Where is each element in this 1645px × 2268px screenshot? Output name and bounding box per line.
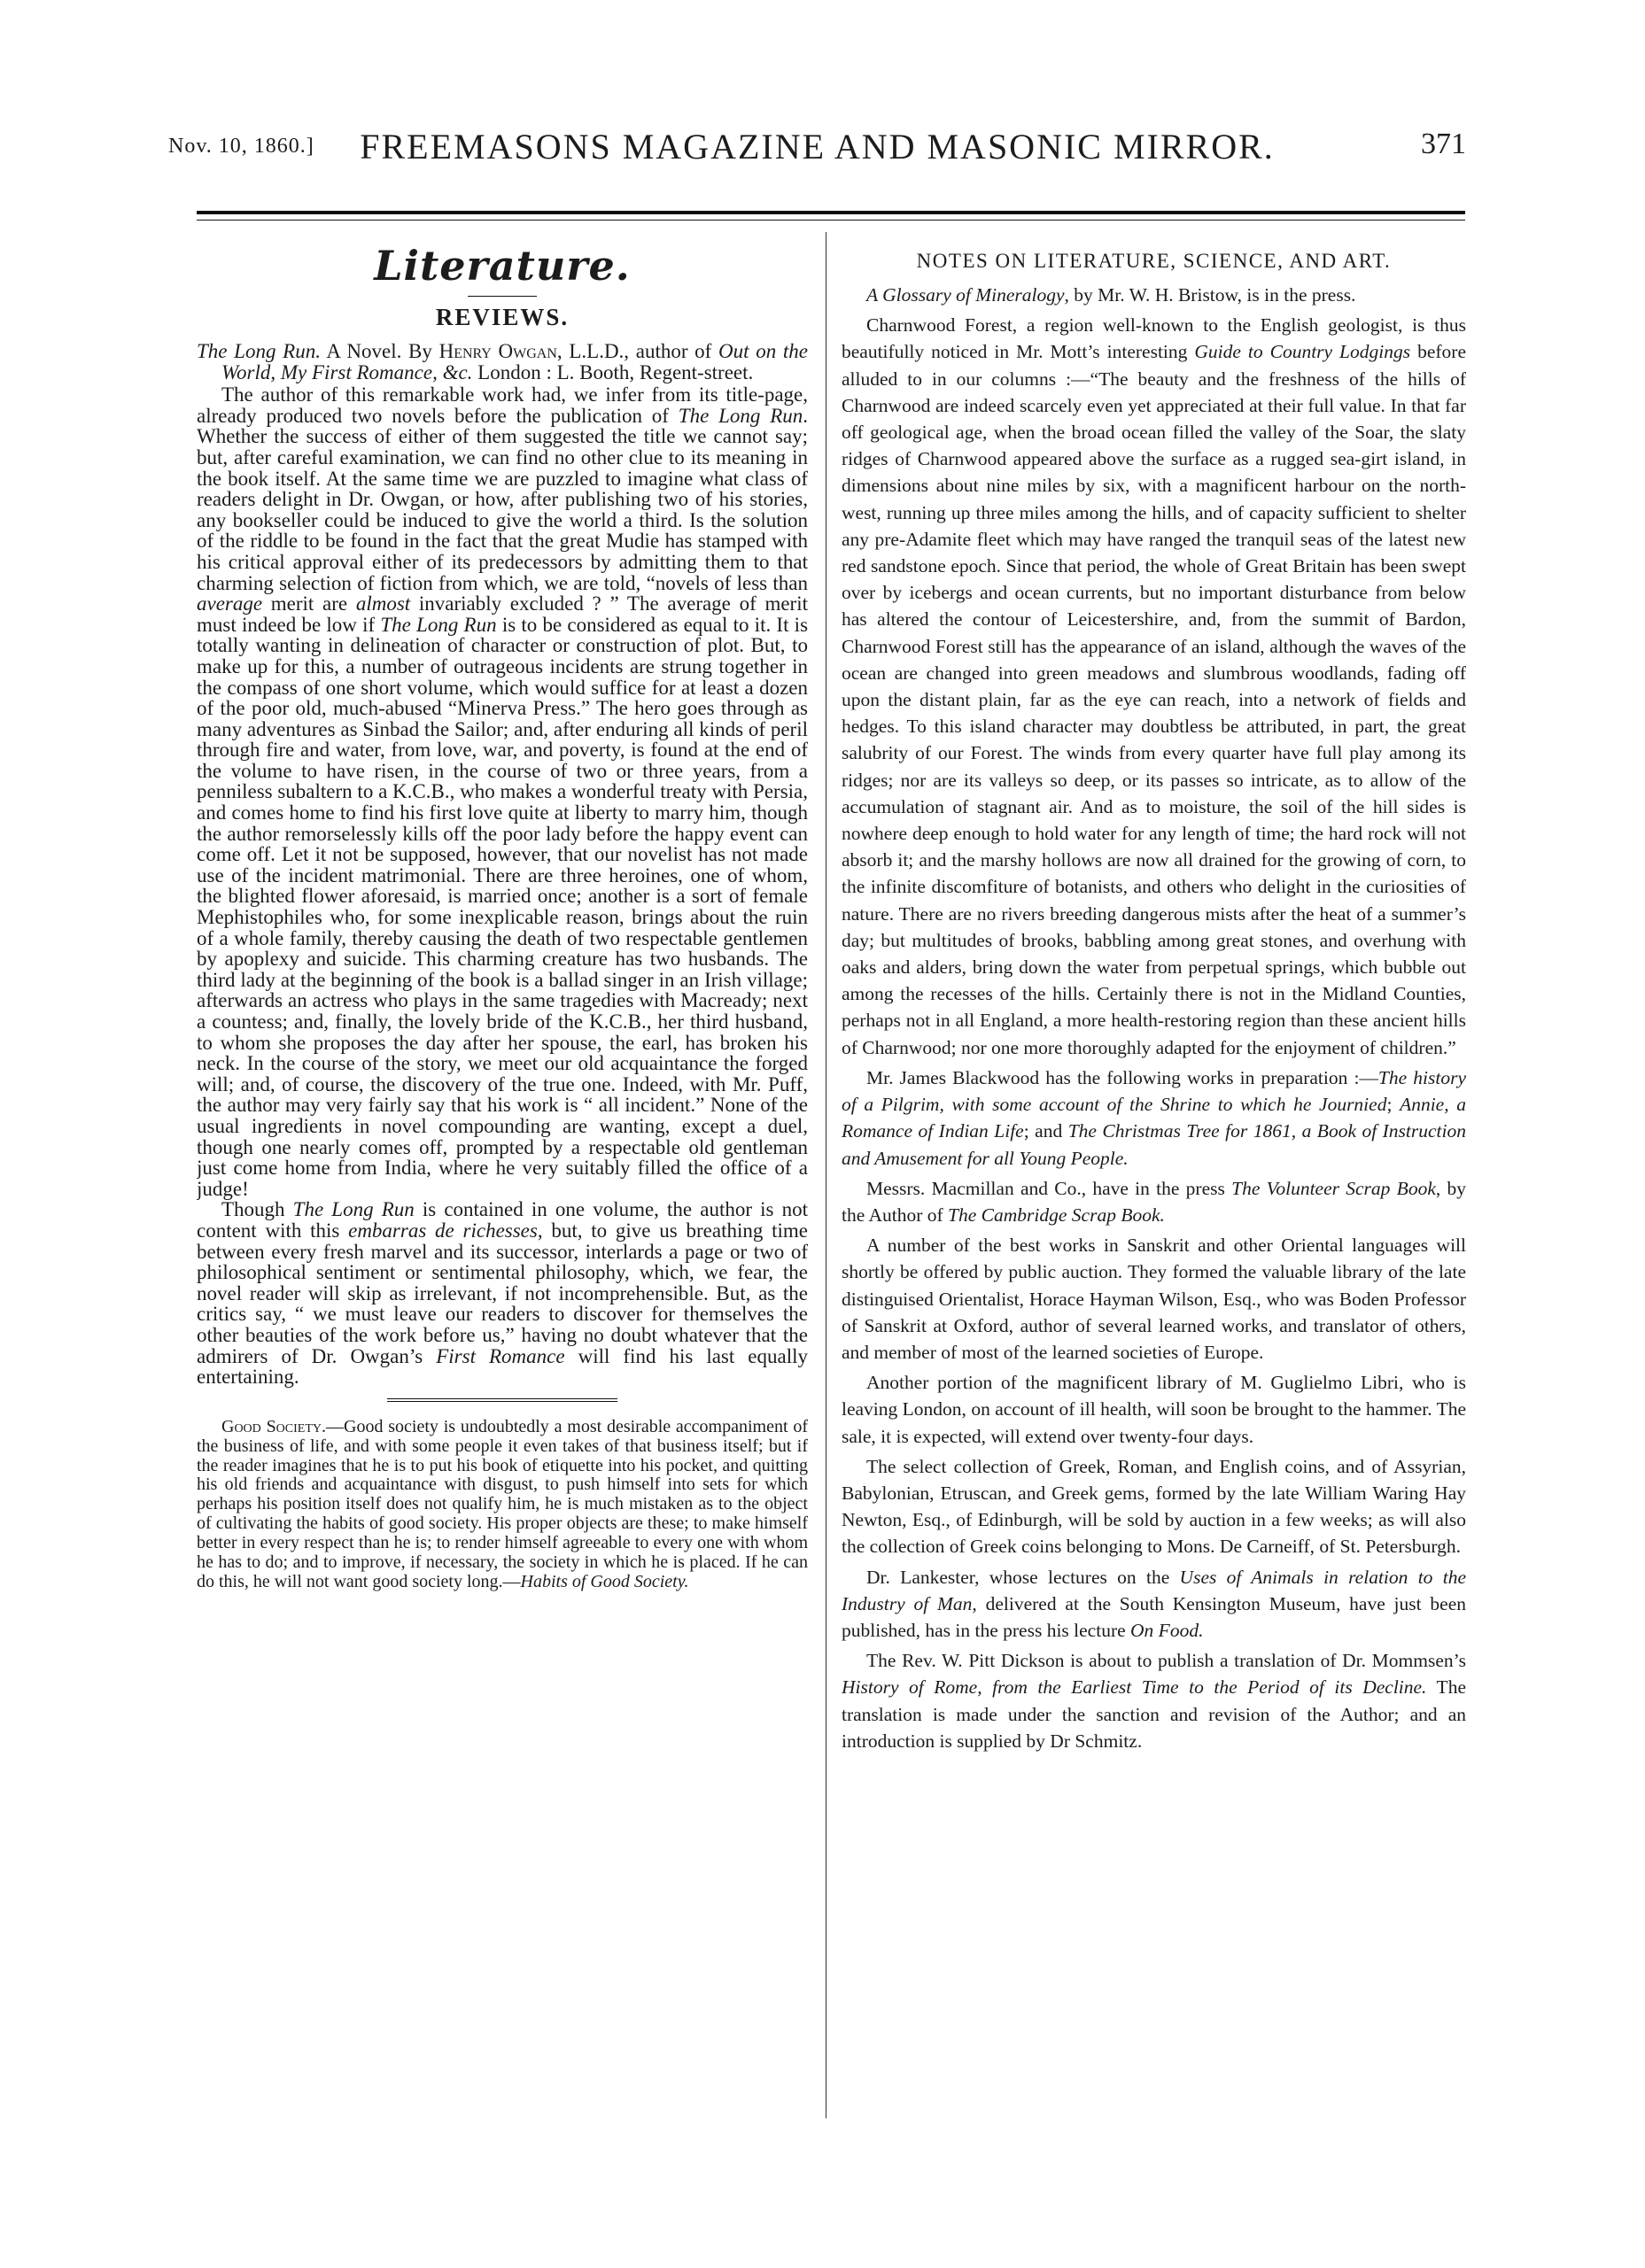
review-text: will find his last equally entertaining. — [197, 1344, 808, 1389]
note-libri: Another portion of the magnificent library of M. Guglielmo Libri, who is leaving London, on account of ill health, will soon be brought to the hammer. The sale, it is expected, will extend over twenty-four days. — [842, 1372, 1466, 1447]
note-title: The Christmas Tree for 1861, a Book of Instruction and Amusement for all Young People. — [842, 1120, 1466, 1169]
book-entry — [197, 341, 808, 383]
left-column — [197, 239, 808, 2125]
note-text: , by the Author of — [842, 1177, 1466, 1226]
note-text: Mr. James Blackwood has the following works in preparation :— — [866, 1066, 1378, 1088]
review-italic: average — [197, 592, 263, 615]
issue-date: Nov. 10, 1860.] — [168, 135, 314, 158]
review-text: , but, to give us breathing time between every fresh marvel and its successor, interlards a page or two of philosophical sentiment or sentimental philosophy, which, we fear, the novel reader will skip as irrelevant, if not incomprehensible. But, as the critics say, “ we must leave our readers to discover for themselves the other beauties of the work before us,” having no doubt whatever that the admirers of Dr. Owgan’s — [197, 1219, 808, 1367]
note-text: , by Mr. W. H. Bristow, is in the press. — [1064, 284, 1356, 306]
review-italic: embarras de richesses — [348, 1219, 538, 1242]
book-publisher: London : L. Booth, Regent-street. — [472, 360, 754, 383]
book-other-works: Out on the World, My First Romance, &c. — [221, 340, 808, 383]
review-text: merit are — [262, 592, 356, 615]
note-glossary — [842, 282, 1466, 308]
good-society-paragraph — [197, 1418, 808, 1592]
note-coins: The select collection of Greek, Roman, and English coins, and of Assyrian, Babylonian, Etruscan, and Greek gems, formed by the late William Waring Hay Newton, Esq., of Edinburgh, will be sold by auction in a few weeks; as will also the collection of Greek coins belonging to Mons. De Carneiff, of St. Petersburgh. — [842, 1455, 1466, 1558]
note-title: The Volunteer Scrap Book — [1231, 1177, 1436, 1199]
review-italic: almost — [355, 592, 411, 615]
book-author: Henry Owgan — [438, 340, 557, 362]
note-title: The Cambridge Scrap Book. — [948, 1204, 1165, 1226]
article-separator-rule — [387, 1398, 617, 1402]
good-society-body: —Good society is undoubtedly a most desirable accompaniment of the business of life, and with some people it even takes of that business itself; but if the reader imagines that he is to put his book of etiquette into his pocket, and quitting his old friends and acquaintance with disgust, to push himself into sets for which perhaps his position itself does not qualify him, he is much mistaken as to the object of cultivating the habits of good society. His proper objects are these; to make himself better in every respect than he is; to render himself agreeable to every one with whom he has to do; and to improve, if necessary, the society in which he is placed. If he can do this, he will not want good society long.— — [197, 1416, 808, 1591]
section-title-rule — [468, 296, 537, 297]
page-number: 371 — [1421, 128, 1466, 160]
note-title: History of Rome, from the Earliest Time to the Period of its Decline. — [842, 1676, 1427, 1699]
review-paragraph — [197, 384, 808, 1199]
note-title: Guide to Country Lodgings — [1194, 341, 1411, 363]
review-text: The author of this remarkable work had, we infer from its title-page, already produced two novels before the publication of — [197, 383, 808, 427]
note-sanskrit: A number of the best works in Sanskrit and other Oriental languages will shortly be offered by public auction. They formed the valuable library of the late distinguised Orientalist, Horace Hayman Wilson, Esq., who was Boden Professor of Sanskrit at Oxford, author of several learned works, and translator of others, and member of most of the learned societies of Europe. — [842, 1235, 1466, 1363]
note-title: On Food. — [1130, 1619, 1204, 1641]
book-kind: A Novel. By — [320, 340, 439, 362]
review-text: invariably excluded ? ” The average of merit must indeed be low if — [197, 592, 808, 636]
review-text: Though — [221, 1198, 293, 1221]
note-dickson — [842, 1647, 1466, 1754]
book-degree: , L.L.D., author of — [556, 340, 719, 362]
masthead — [168, 122, 1466, 175]
review-italic: The Long Run — [380, 613, 497, 636]
note-text: ; — [1386, 1094, 1401, 1116]
review-italic: The Long Run — [292, 1198, 415, 1221]
review-text: . Whether the success of either of them suggested the title we cannot say; but, after careful examination, we can find no other clue to its meaning in the book itself. At the same time we are puzzled to imagine what class of readers delight in Dr. Owgan, or how, after publishing two of his stories, any bookseller could be induced to give the world a third. Is the solution of the riddle to be found in the fact that the great Mudie has stamped with his critical approval either of its predecessors by admitting them to that charming selection of fiction from which, we are told, “novels of less than — [197, 404, 808, 594]
note-macmillan — [842, 1175, 1466, 1228]
note-text: before alluded to in our columns :—“The beauty and the freshness of the hills of Charnwood are indeed scarcely even yet appreciated at their full value. In that far off geological age, when the broad ocean filled the valley of the Soar, the slaty ridges of Charnwood appeared above the surface as a rugged sea-girt island, in dimensions about nine miles by six, with a magnificent harbour on the north-west, running up three miles among the hills, and of capacity sufficient to shelter any pre-Adamite fleet which may have ranged the tranquil seas of the latest new red sandstone epoch. Since that period, the whole of Great Britain has been swept over by icebergs and ocean currents, but no important disturbance from below has altered the contour of Leicestershire, and, from the summit of Bardon, Charnwood Forest still has the appearance of an island, although the waves of the ocean are changed into green meadows and slumbrous woodlands, fading off upon the distant plain, far as the eye can reach, into a network of fields and hedges. To this island character may doubtless be attributed, in part, the great salubrity of our Forest. The winds from every quarter have full play among its ridges; nor are its valleys so deep, or its passes so intricate, as to allow of the accumulation of stagnant air. And as to moisture, the soil of the hill sides is nowhere deep enough to hold water for any length of time; the hard rock will not absorb it; and the marshy hollows are now all drained for the growing of corn, to the infinite discomfiture of botanists, and others who delight in the curiosities of nature. There are no rivers breeding dangerous mists after the heat of a summer’s day; but multitudes of brooks, babbling among great stones, and overhung with oaks and alders, bring down the water from perpetual springs, which bubble out among the recesses of the hills. Certainly there is not in the Midland Counties, perhaps not in all England, a more health-restoring region than these ancient hills of Charnwood; nor one more thoroughly adapted for the enjoyment of children.” — [842, 341, 1466, 1058]
note-charnwood — [842, 312, 1466, 1061]
section-title: Literature. — [374, 242, 631, 290]
subsection-title: REVIEWS. — [435, 304, 570, 330]
header-rule-thick — [197, 211, 1465, 214]
good-society-source: Habits of Good Society. — [520, 1571, 689, 1591]
note-text: The Rev. W. Pitt Dickson is about to publish a translation of Dr. Mommsen’s — [866, 1650, 1466, 1672]
note-lankester — [842, 1564, 1466, 1645]
note-title: Annie, a Romance of Indian Life — [842, 1094, 1466, 1142]
notes-heading: NOTES ON LITERATURE, SCIENCE, AND ART. — [916, 250, 1392, 272]
note-title: The history of a Pilgrim, with some account of the Shrine to which he Journied — [842, 1066, 1466, 1116]
note-text: The translation is made under the sanction and revision of the Author; and an introduction is supplied by Dr Schmitz. — [842, 1676, 1466, 1752]
note-text: , delivered at the South Kensington Museum, have just been published, has in the press his lecture — [842, 1592, 1466, 1641]
publication-title: FREEMASONS MAGAZINE AND MASONIC MIRROR. — [360, 127, 1275, 166]
note-text: Dr. Lankester, whose lectures on the — [866, 1566, 1180, 1588]
note-text: Charnwood Forest, a region well-known to the English geologist, is thus beautifully noticed in Mr. Mott’s interesting — [842, 314, 1466, 363]
note-text: Messrs. Macmillan and Co., have in the press — [866, 1177, 1232, 1199]
header-rule-thin — [197, 220, 1465, 221]
review-text: is to be considered as equal to it. It is totally wanting in delineation of character or construction of plot. But, to make up for this, a number of outrageous incidents are strung together in the compass of one short volume, which would suffice for at least a dozen of the poor old, much-abused “Minerva Press.” The hero goes through as many adventures as Sinbad the Sailor; and, after enduring all kinds of peril through fire and water, from love, war, and poverty, is found at the end of the volume to have risen, in the course of two or three years, from a penniless subaltern to a K.C.B., who makes a wonderful treaty with Persia, and comes home to find his first love quite at liberty to marry him, though the author remorselessly kills off the poor lady before the happy event can come off. Let it not be supposed, however, that our novelist has not made use of the incident matrimonial. There are three heroines, one of whom, the blighted flower aforesaid, is married once; another is a sort of female Mephistophiles who, for some inexplicable reason, brings about the ruin of a whole family, thereby causing the death of two respectable gentlemen by apoplexy and suicide. This charming creature has two husbands. The third lady at the beginning of the book is a ballad singer in an Irish village; afterwards an actress who plays in the same tragedies with Macready; next a countess; and, finally, the lovely bride of the K.C.B., her third husband, to whom she proposes the day after her spouse, the earl, has broken his neck. In the course of the story, we meet our old acquaintance the forged will; and, of course, the discovery of the true one. Indeed, with Mr. Puff, the author may very fairly say that his work is “ all incident.” None of the usual ingredients in novel compounding are wanting, except a duel, though one nearly comes off, prompted by a respectable old gentleman just come home from India, where he very suitably filled the office of a judge! — [197, 613, 808, 1200]
good-society-lead: Good Society. — [221, 1416, 327, 1436]
review-paragraph — [197, 1199, 808, 1387]
note-blackwood — [842, 1064, 1466, 1172]
note-title: A Glossary of Mineralogy — [866, 284, 1065, 306]
review-italic: First Romance — [436, 1344, 565, 1367]
review-text: is contained in one volume, the author is not content with this — [197, 1198, 808, 1242]
review-italic: The Long Run — [678, 404, 803, 427]
book-title: The Long Run. — [197, 340, 321, 362]
note-title: Uses of Animals in relation to the Industry of Man — [842, 1566, 1466, 1614]
right-column — [842, 239, 1466, 2125]
note-text: ; and — [1023, 1120, 1068, 1142]
